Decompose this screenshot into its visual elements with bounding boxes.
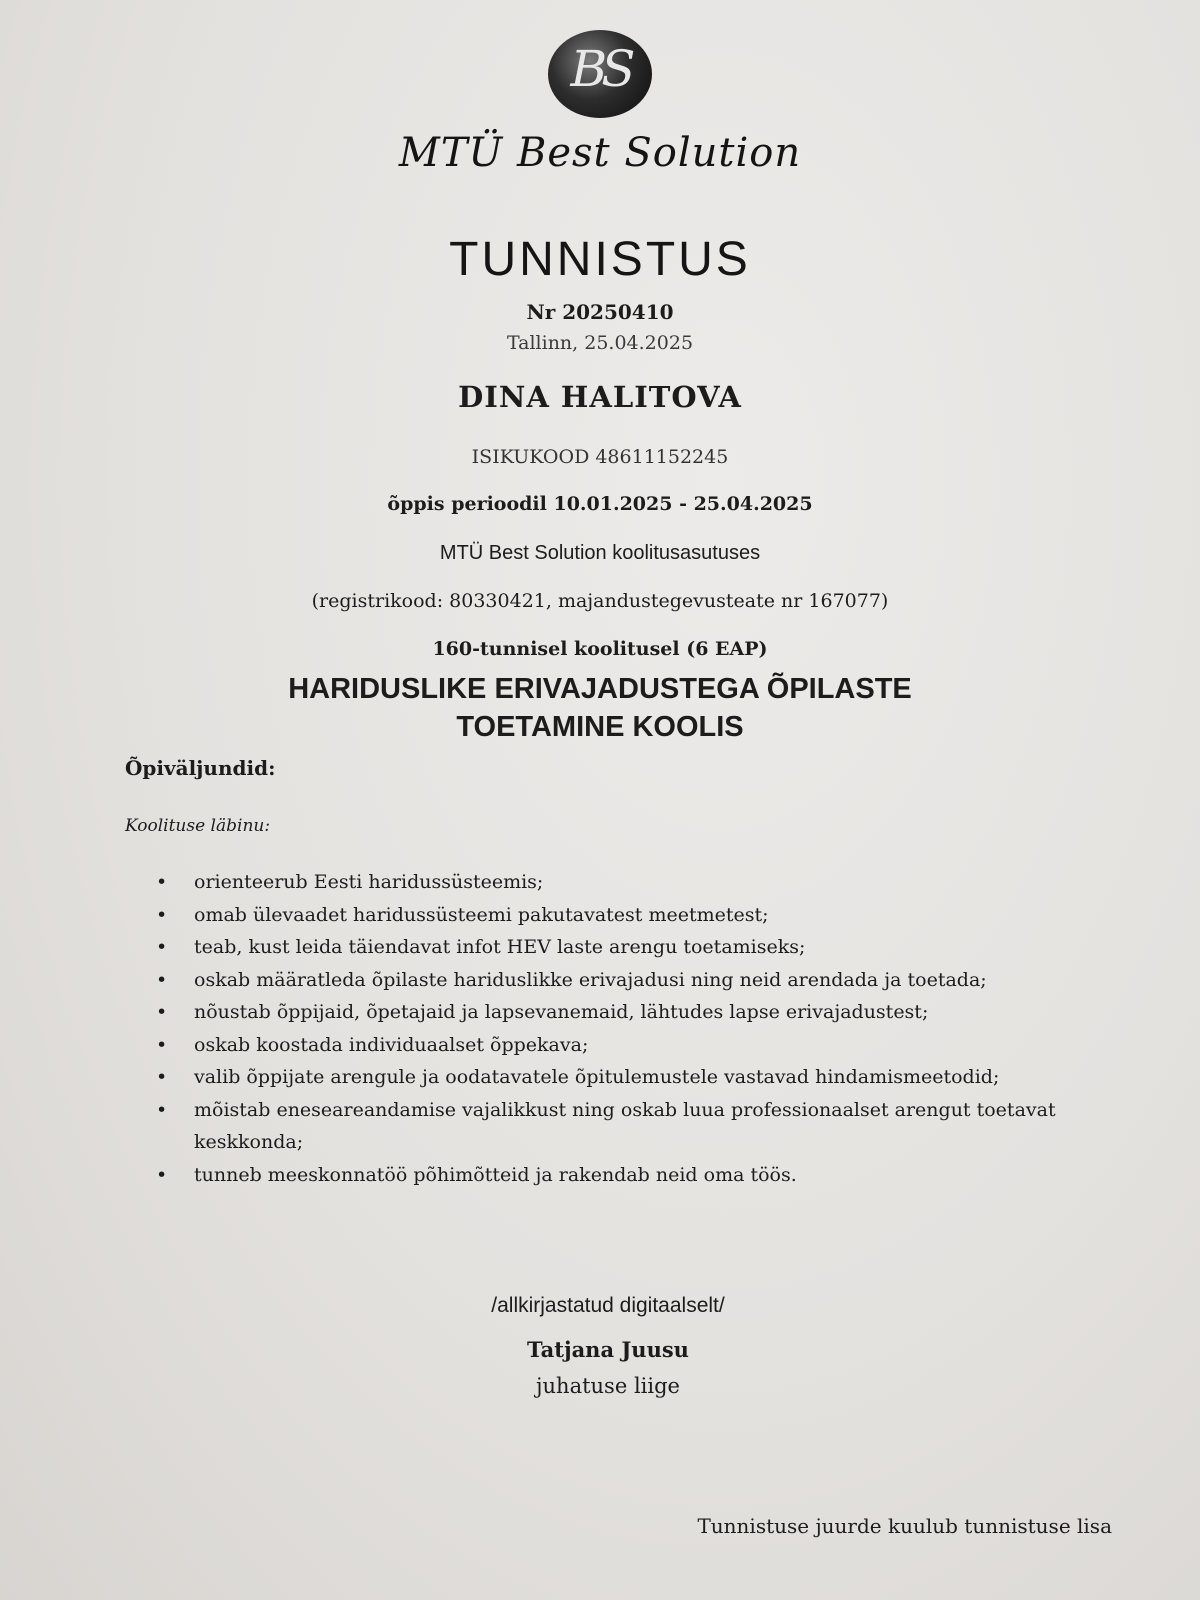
course-hours: 160-tunnisel koolitusel (6 EAP) [432, 638, 768, 660]
list-item: • mõistab eneseareandamise vajalikkust ning oskab luua professionaalset arengut toetavat keskkonda; [150, 1094, 1070, 1159]
logo-emblem-icon [548, 30, 652, 118]
course-title [0, 670, 1200, 746]
bullet-icon: • [156, 1001, 168, 1023]
list-item: • teab, kust leida täiendavat infot HEV laste arengu toetamiseks; [150, 931, 1070, 964]
bullet-icon: • [156, 1098, 168, 1121]
bullet-icon: • [156, 871, 168, 893]
outcomes-intro: Koolituse läbinu: [125, 816, 271, 836]
signer-name: Tatjana Juusu [527, 1337, 689, 1362]
course-title-line-1: HARIDUSLIKE ERIVAJADUSTEGA ÕPILASTE [288, 673, 912, 705]
signature-note: /allkirjastatud digitaalselt/ [491, 1294, 725, 1317]
outcomes-list [150, 866, 1070, 1191]
bullet-icon: • [156, 1033, 168, 1056]
signer-role: juhatuse liige [536, 1374, 680, 1398]
list-item: • oskab koostada individuaalset õppekava; [150, 1029, 1070, 1062]
list-item: • omab ülevaadet haridussüsteemi pakutavatest meetmetest; [150, 899, 1070, 932]
personal-code: ISIKUKOOD 48611152245 [471, 446, 729, 468]
outcomes-heading: Õpiväljundid: [125, 756, 276, 780]
registration-info: (registrikood: 80330421, majandustegevusteate nr 167077) [311, 590, 889, 612]
list-item: • nõustab õppijaid, õpetajaid ja lapsevanemaid, lähtudes lapse erivajadustest; [150, 996, 1070, 1029]
logo-monogram: BS [570, 40, 630, 98]
certificate-title: TUNNISTUS [449, 233, 751, 286]
bullet-icon: • [156, 1066, 168, 1088]
list-item: • tunneb meeskonnatöö põhimõtteid ja rakendab neid oma töös. [150, 1159, 1070, 1192]
list-item: • valib õppijate arengule ja oodatavatele õpitulemustele vastavad hindamismeetodid; [150, 1061, 1070, 1094]
footer-note: Tunnistuse juurde kuulub tunnistuse lisa [697, 1514, 1112, 1538]
list-item: • oskab määratleda õpilaste hariduslikke erivajadusi ning neid arendada ja toetada; [150, 964, 1070, 997]
bullet-icon: • [156, 1163, 168, 1186]
list-item: • orienteerub Eesti haridussüsteemis; [150, 866, 1070, 899]
bullet-icon: • [156, 903, 168, 926]
logo-organization-name: MTÜ Best Solution [398, 130, 802, 176]
study-period: õppis perioodil 10.01.2025 - 25.04.2025 [387, 493, 813, 515]
holder-name: DINA HALITOVA [458, 380, 742, 414]
course-title-line-2: TOETAMINE KOOLIS [456, 711, 744, 743]
bullet-icon: • [156, 968, 168, 991]
certificate-number: Nr 20250410 [526, 300, 674, 324]
logo [0, 30, 1200, 122]
institution: MTÜ Best Solution koolitusasutuses [439, 542, 761, 564]
bullet-icon: • [156, 936, 168, 958]
certificate-place-date: Tallinn, 25.04.2025 [506, 332, 694, 354]
